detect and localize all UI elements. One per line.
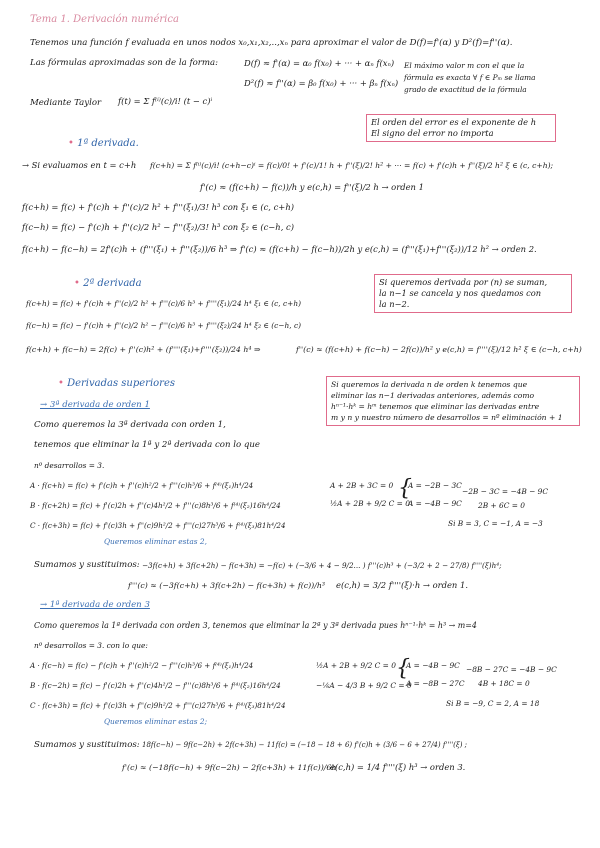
s3-text-1: Como queremos la 3ª derivada con orden 1, (34, 420, 226, 430)
s3-row-b: B · f(c+2h) = f(c) + f'(c)2h + f''(c)4h²/2 + f'''(c)8h³/6 + f⁽⁴⁾(ξ₂)16h⁴/24 (30, 501, 281, 510)
s4-error: e(c,h) = 1/4 f''''(ξ) h³ → orden 3. (330, 762, 466, 772)
s2-plus: f(c+h) = f(c) + f'(c)h + f''(c)/2 h² + f'''(c)/6 h³ + f''''(ξ₁)/24 h⁴ ξ₁ ∈ (c, c+h) (26, 299, 301, 308)
s1-eval-formula: f(c+h) = Σ f⁽ⁱ⁾(c)/i! (c+h−c)ⁱ = f(c)/0! + f'(c)/1! h + f''(ξ)/2! h² + ··· = f(c) + f'(c)h + f''(ξ)/2 h² ξ ∈ (c, c+h); (150, 161, 554, 170)
page-title: Tema 1. Derivación numérica (30, 14, 179, 25)
s3-remove-note: Queremos eliminar estas 2, (104, 537, 207, 546)
s4-text-1: Como queremos la 1ª derivada con orden 3, tenemos que eliminar la 2ª y 3ª derivada pues hⁿ⁻¹·hᵏ = h³ → m=4 (34, 621, 477, 630)
section-3-heading: • Derivadas superiores (58, 378, 175, 389)
s3-text-2: tenemos que eliminar la 1ª y 2ª derivada con lo que (34, 440, 261, 450)
s3-sys-mid-1: −2B − 3C = −4B − 9C (462, 487, 549, 496)
s4-sum-label: Sumamos y sustituimos: (34, 740, 140, 750)
error-box-line-2: El signo del error no importa (371, 128, 494, 138)
formula-d2: D²(f) ≈ f''(α) = β₀ f(x₀) + ··· + βₙ f(xₙ) (244, 78, 399, 88)
s1-result2: f'(c) ≈ (f(c+h) − f(c−h))/2h y e(c,h) = (f'''(ξ₁)+f'''(ξ₂))/12 h² → orden 2. (240, 244, 537, 254)
note-exact-2: fórmula es exacta ∀ f ∈ Pₘ se llama (404, 73, 536, 82)
s3-box-line-1: Si queremos la derivada n de orden k tenemos que (331, 380, 528, 389)
s3-error: e(c,h) = 3/2 f''''(ξ)·h → orden 1. (336, 580, 468, 590)
s3-sys-mid-2: 2B + 6C = 0 (478, 501, 525, 510)
s3-text-3: nº desarrollos = 3. (34, 461, 105, 470)
note-exact-1: El máximo valor m con el que la (404, 61, 525, 70)
section-3-heading-text: Derivadas superiores (67, 378, 175, 389)
s4-sys-mid-2: 4B + 18C = 0 (478, 679, 530, 688)
s3-sum-label: Sumamos y sustituimos: (34, 560, 140, 570)
s4-remove-note: Queremos eliminar estas 2; (104, 717, 208, 726)
section-1-heading: • 1ª derivada. (68, 138, 139, 149)
intro-line-1: Tenemos una función f evaluada en unos nodos x₀,x₁,x₂,..,xₙ para aproximar el valor de D(f)=f'(α) y D²(f)=f''(α). (30, 38, 513, 48)
s2-box-line-2: la n−1 se cancela y nos quedamos con (379, 288, 542, 298)
taylor-formula: f(t) = Σ f⁽ⁱ⁾(c)/i! (t − c)ⁱ (118, 96, 213, 106)
note-exact-3: grado de exactitud de la fórmula (404, 85, 527, 94)
s3-sys-sol-1: A = −2B − 3C (408, 481, 462, 490)
s3-sub: → 3ª derivada de orden 1 (40, 400, 150, 410)
taylor-label: Mediante Taylor (30, 98, 102, 108)
s3-box-line-4: m y n y nuestro número de desarrollos = nº eliminación + 1 (331, 413, 563, 422)
s4-text-2: nº desarrollos = 3. con lo que: (34, 641, 148, 650)
s4-sys-brace: { (396, 656, 410, 681)
error-box-line-1: El orden del error es el exponente de h (371, 117, 537, 127)
s3-box-line-2: eliminar las n−1 derivadas anteriores, además como (331, 391, 535, 400)
s3-sum-formula: −3f(c+h) + 3f(c+2h) − f(c+3h) = −f(c) + (−3/6 + 4 − 9/2... ) f'''(c)h³ + (−3/2 + 2 − 27/8) f''''(ξ)h⁴; (142, 561, 502, 570)
s3-sys-answer: Si B = 3, C = −1, A = −3 (448, 519, 543, 528)
s3-row-a: A · f(c+h) = f(c) + f'(c)h + f''(c)h²/2 + f'''(c)h³/6 + f⁽⁴⁾(ξ₁)h⁴/24 (30, 481, 254, 490)
s4-row-b: B · f(c−2h) = f(c) − f'(c)2h + f''(c)4h²/2 − f'''(c)8h³/6 + f⁽⁴⁾(ξ₂)16h⁴/24 (30, 681, 281, 690)
s4-result: f'(c) ≈ (−18f(c−h) + 9f(c−2h) − 2f(c+3h) + 11f(c))/6h (122, 763, 337, 772)
section-3-box (326, 376, 580, 426)
s1-taylor-minus: f(c−h) = f(c) − f'(c)h + f''(c)/2 h² − f'''(ξ₂)/3! h³ con ξ₂ ∈ (c−h, c) (22, 222, 294, 232)
s2-sum: f(c+h) + f(c−h) = 2f(c) + f''(c)h² + (f''''(ξ₁)+f''''(ξ₂))/24 h⁴ ⇒ (26, 345, 261, 354)
error-box (366, 114, 556, 142)
s4-sys-mid-1: −8B − 27C = −4B − 9C (466, 665, 557, 674)
intro-line-2: Las fórmulas aproximadas son de la forma: (30, 58, 219, 68)
s4-sys-answer: Si B = −9, C = 2, A = 18 (446, 699, 540, 708)
s4-row-a: A · f(c−h) = f(c) − f'(c)h + f''(c)h²/2 − f'''(c)h³/6 + f⁽⁴⁾(ξ₁)h⁴/24 (30, 661, 254, 670)
section-1-heading-text: 1ª derivada. (77, 138, 139, 149)
s3-sys-brace: { (398, 476, 412, 501)
s3-row-c: C · f(c+3h) = f(c) + f'(c)3h + f''(c)9h²/2 + f'''(c)27h³/6 + f⁽⁴⁾(ξ₃)81h⁴/24 (30, 521, 286, 530)
s1-result: f'(c) ≈ (f(c+h) − f(c))/h y e(c,h) = f''(ξ)/2 h → orden 1 (200, 182, 424, 192)
s3-sys-sol-2: A = −4B − 9C (408, 499, 462, 508)
s3-result: f'''(c) ≈ (−3f(c+h) + 3f(c+2h) − f(c+3h) + f(c))/h³ (128, 581, 325, 590)
formula-d1: D(f) ≈ f'(α) = α₀ f(x₀) + ··· + αₙ f(xₙ) (244, 58, 395, 68)
s1-eval-label: → Si evaluamos en t = c+h (22, 160, 137, 170)
s3-sys-2: ½A + 2B + 9/2 C = 0 (330, 499, 410, 508)
section-2-heading: • 2ª derivada (74, 278, 142, 289)
s4-sub: → 1ª derivada de orden 3 (40, 600, 150, 610)
s4-sys-sol-1: A = −4B − 9C (406, 661, 460, 670)
s3-box-line-3: hⁿ⁻¹·hᵏ = hᵐ tenemos que eliminar las derivadas entre (331, 402, 540, 411)
s4-sys-2: −⅙A − 4/3 B + 9/2 C = 0 (316, 681, 412, 690)
s4-sys-1: ½A + 2B + 9/2 C = 0 (316, 661, 396, 670)
s1-diff: f(c+h) − f(c−h) = 2f'(c)h + (f'''(ξ₁) + f'''(ξ₂))/6 h³ ⇒ (22, 244, 237, 254)
s2-minus: f(c−h) = f(c) − f'(c)h + f''(c)/2 h² − f'''(c)/6 h³ + f''''(ξ₂)/24 h⁴ ξ₂ ∈ (c−h, c) (26, 321, 301, 330)
section-2-box (374, 274, 572, 313)
s4-sys-sol-2: A = −8B − 27C (406, 679, 465, 688)
s2-result: f''(c) ≈ (f(c+h) + f(c−h) − 2f(c))/h² y e(c,h) = f''''(ξ)/12 h² ξ ∈ (c−h, c+h) (296, 345, 582, 354)
s2-box-line-3: la n−2. (379, 299, 410, 309)
s4-sum-formula: 18f(c−h) − 9f(c−2h) + 2f(c+3h) − 11f(c) = (−18 − 18 + 6) f'(c)h + (3/6 − 6 + 27/4) f''''(ξ) ; (142, 741, 468, 749)
section-2-heading-text: 2ª derivada (83, 278, 142, 289)
s4-row-c: C · f(c+3h) = f(c) + f'(c)3h + f''(c)9h²/2 + f'''(c)27h³/6 + f⁽⁴⁾(ξ₃)81h⁴/24 (30, 701, 286, 710)
s3-sys-1: A + 2B + 3C = 0 (330, 481, 394, 490)
s2-box-line-1: Si queremos derivada por (n) se suman, (379, 277, 548, 287)
s1-taylor-plus: f(c+h) = f(c) + f'(c)h + f''(c)/2 h² + f'''(ξ₁)/3! h³ con ξ₁ ∈ (c, c+h) (22, 202, 294, 212)
